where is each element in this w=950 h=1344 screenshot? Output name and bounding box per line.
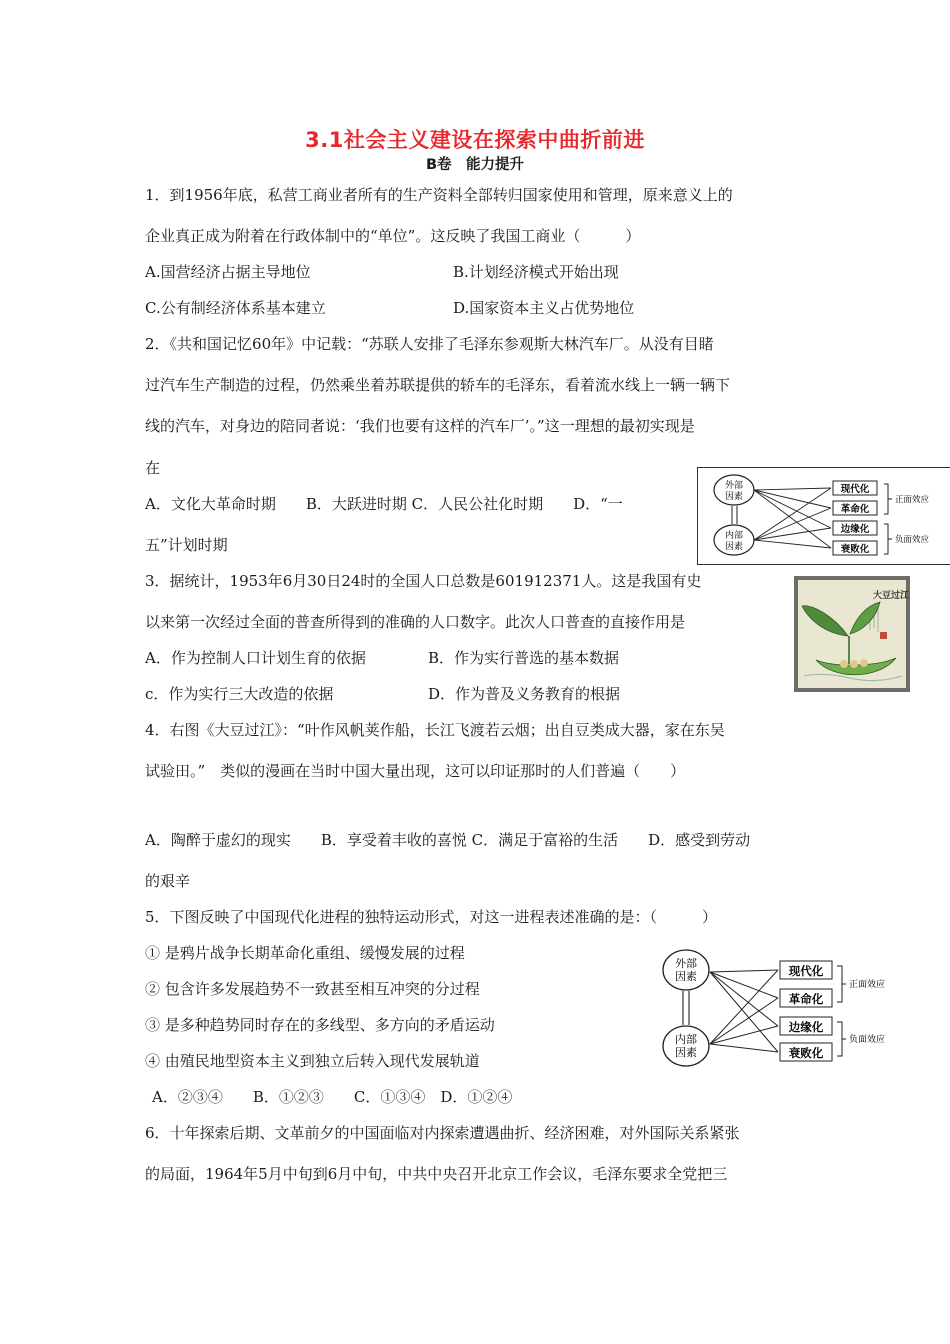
page-title: 3.1社会主义建设在探索中曲折前进: [305, 128, 645, 152]
q4-options-line-1[interactable]: A．陶醉于虚幻的现实 B．享受着丰收的喜悦 C．满足于富裕的生活 D．感受到劳动: [145, 831, 751, 849]
q4-stem-line-1: 4．右图《大豆过江》：“叶作风帆荚作船，长江飞渡若云烟；出自豆类成大器，家在东吴: [145, 721, 725, 739]
modernization-diagram-large: [660, 946, 900, 1070]
small-external-label-1: 外部: [724, 481, 744, 491]
q6-stem-line-1: 6．十年探索后期、文革前夕的中国面临对内探索遭遇曲折、经济困难，对外国际关系紧张: [145, 1124, 740, 1142]
q2-stem-line-3: 线的汽车，对身边的陪同者说：‘我们也要有这样的汽车厂’。”这一理想的最初实现是: [145, 417, 695, 435]
soybean-cartoon-image: [794, 576, 910, 692]
small-external-label-2: 因素: [724, 492, 744, 502]
large-external-label-1: 外部: [675, 957, 697, 970]
large-external-label-2: 因素: [675, 970, 697, 983]
q2-options-line-2: 五”计划时期: [145, 536, 228, 554]
small-internal-label-1: 内部: [724, 531, 744, 541]
page-subtitle: B卷 能力提升: [425, 157, 525, 173]
large-negative-label: 负面效应: [849, 1035, 886, 1045]
q5-item-3: ③ 是多种趋势同时存在的多线型、多方向的矛盾运动: [145, 1016, 495, 1034]
q3-stem-line-2: 以来第一次经过全面的普查所得到的准确的人口数字。此次人口普查的直接作用是: [145, 613, 686, 631]
q4-options-line-2: 的艰辛: [145, 872, 191, 890]
q3-option-d[interactable]: D．作为普及义务教育的根据: [428, 685, 621, 703]
q1-stem-line-1: 1．到1956年底，私营工商业者所有的生产资料全部转归国家使用和管理，原来意义上的: [145, 186, 733, 204]
large-outcome-4: 衰败化: [788, 1046, 824, 1060]
small-outcome-1: 现代化: [840, 484, 870, 495]
large-internal-label-1: 内部: [675, 1033, 697, 1046]
small-outcome-3: 边缘化: [840, 524, 870, 535]
q5-options-line[interactable]: A．②③④ B．①②③ C．①③④ D．①②④: [152, 1088, 513, 1106]
q3-option-a[interactable]: A．作为控制人口计划生育的依据: [145, 649, 366, 667]
q1-option-c[interactable]: C.公有制经济体系基本建立: [145, 299, 326, 317]
q6-stem-line-2: 的局面，1964年5月中旬到6月中旬，中共中央召开北京工作会议，毛泽东要求全党把三: [145, 1165, 728, 1183]
q3-stem-line-1: 3．据统计，1953年6月30日24时的全国人口总数是601912371人。这是我国有史: [145, 572, 702, 590]
large-outcome-2: 革命化: [788, 992, 824, 1006]
q1-option-b[interactable]: B.计划经济模式开始出现: [453, 263, 619, 281]
small-positive-label: 正面效应: [895, 495, 930, 505]
large-outcome-1: 现代化: [788, 964, 824, 978]
q5-item-1: ① 是鸦片战争长期革命化重组、缓慢发展的过程: [145, 944, 465, 962]
small-negative-label: 负面效应: [895, 535, 930, 545]
q5-stem: 5．下图反映了中国现代化进程的独特运动形式，对这一进程表述准确的是：（ ）: [145, 908, 718, 926]
modernization-diagram-small: [697, 467, 950, 565]
q1-stem-line-2: 企业真正成为附着在行政体制中的“单位”。这反映了我国工商业（ ）: [145, 227, 641, 245]
q3-option-b[interactable]: B．作为实行普选的基本数据: [428, 649, 620, 667]
large-internal-label-2: 因素: [675, 1046, 697, 1059]
q5-item-4: ④ 由殖民地型资本主义到独立后转入现代发展轨道: [145, 1052, 480, 1070]
q5-item-2: ② 包含许多发展趋势不一致甚至相互冲突的分过程: [145, 980, 480, 998]
small-outcome-4: 衰败化: [840, 544, 870, 555]
q1-option-d[interactable]: D.国家资本主义占优势地位: [453, 299, 635, 317]
q2-options-line-1[interactable]: A．文化大革命时期 B．大跃进时期 C．人民公社化时期 D．“一: [145, 495, 623, 513]
small-outcome-2: 革命化: [840, 504, 870, 515]
large-positive-label: 正面效应: [849, 980, 886, 990]
q2-stem-line-4: 在: [145, 459, 161, 477]
q1-option-a[interactable]: A.国营经济占据主导地位: [145, 263, 311, 281]
cartoon-title: 大豆过江: [872, 591, 910, 601]
large-outcome-3: 边缘化: [788, 1020, 824, 1034]
q2-stem-line-2: 过汽车生产制造的过程，仍然乘坐着苏联提供的轿车的毛泽东，看着流水线上一辆一辆下: [145, 376, 731, 394]
q3-option-c[interactable]: c．作为实行三大改造的依据: [145, 685, 334, 703]
q2-stem-line-1: 2．《共和国记忆60年》中记载：“苏联人安排了毛泽东参观斯大林汽车厂。从没有目睹: [145, 335, 714, 353]
q4-stem-line-2: 试验田。” 类似的漫画在当时中国大量出现，这可以印证那时的人们普遍（ ）: [145, 762, 686, 780]
small-internal-label-2: 因素: [724, 542, 744, 552]
